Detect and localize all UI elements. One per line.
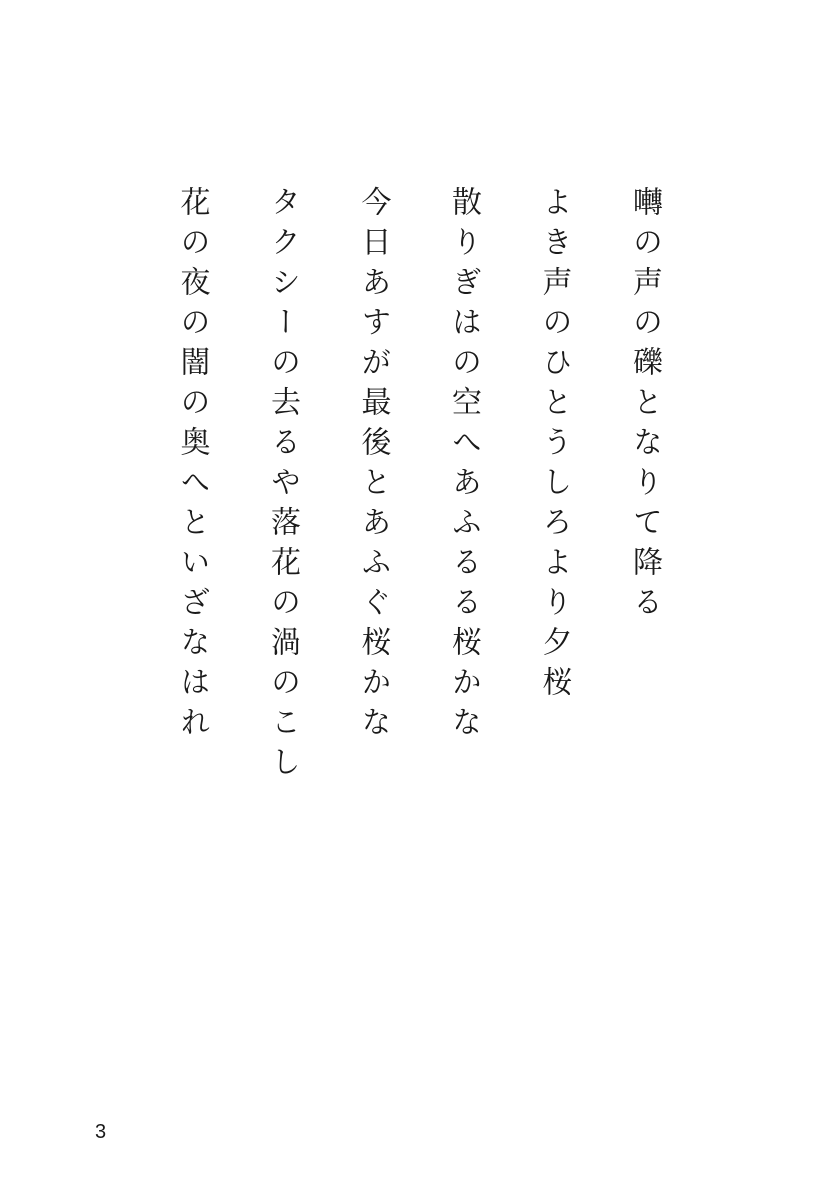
poem-line-6: 花の夜の闇の奥へといざなはれ <box>174 186 210 746</box>
poem-block <box>146 186 689 806</box>
page-number: 3 <box>95 1121 107 1143</box>
poem-line-1: 囀の声の礫となりて降る <box>627 186 662 626</box>
poem-line-2: よき声のひとうしろより夕桜 <box>536 186 572 706</box>
poem-line-4: 今日あすが最後とあふぐ桜かな <box>355 186 391 746</box>
poem-line-5: タクシーの去るや落花の渦のこし <box>265 186 300 786</box>
poem-line-3: 散りぎはの空へあふるる桜かな <box>446 186 481 746</box>
